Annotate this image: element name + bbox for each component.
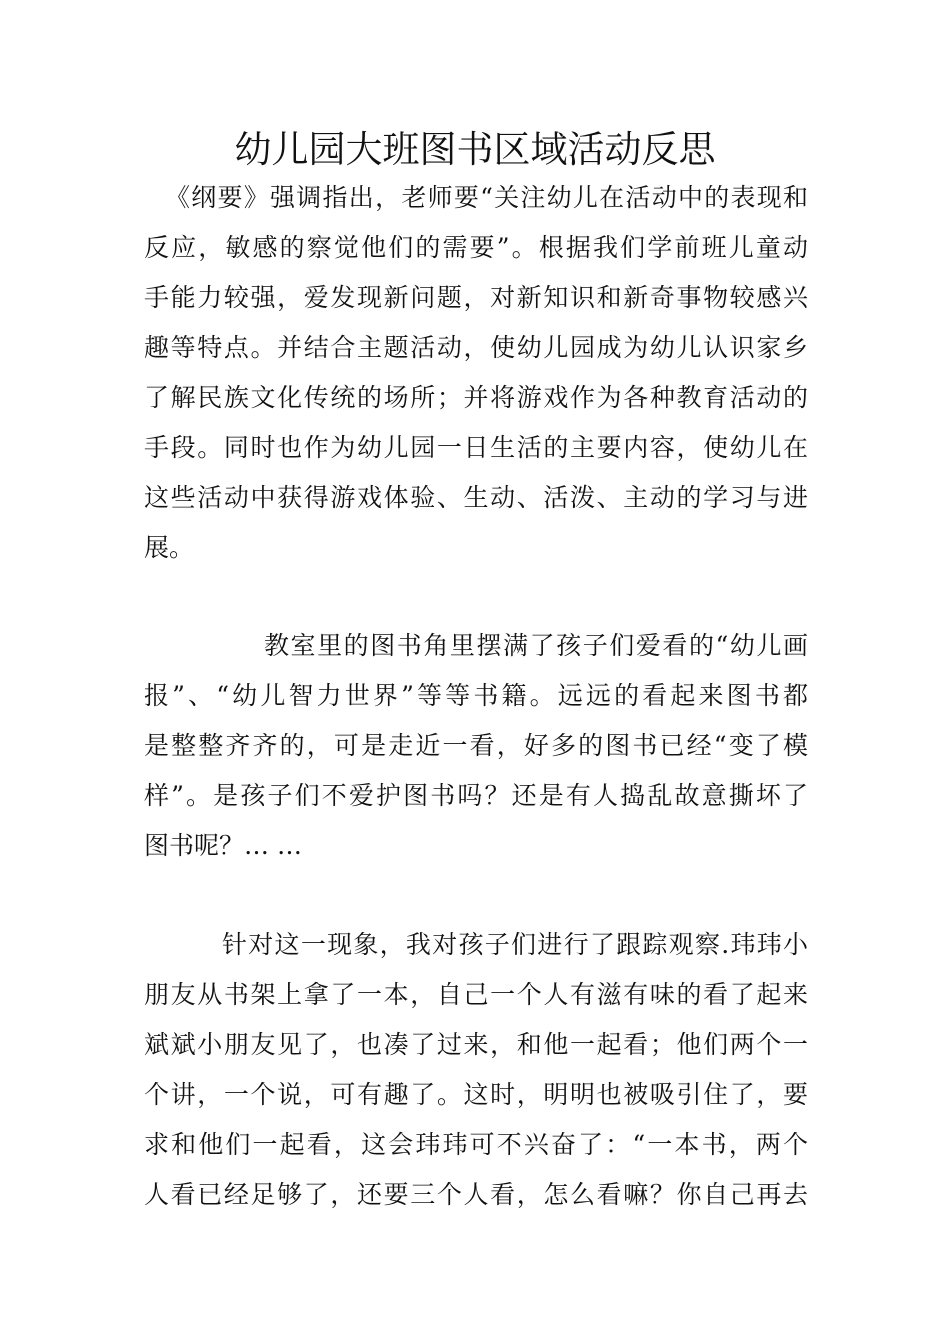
paragraph-line: 这些活动中获得游戏体验、生动、活泼、主动的学习与进 — [144, 483, 808, 512]
paragraph-line: 教室里的图书角里摆满了孩子们爱看的“幼儿画 — [264, 631, 808, 660]
paragraph-line: 图书呢？… … — [144, 831, 302, 860]
paragraph-line: 斌斌小朋友见了，也凑了过来，和他一起看；他们两个一 — [144, 1030, 808, 1059]
paragraph-line: 样”。是孩子们不爱护图书吗？还是有人捣乱故意撕坏了 — [144, 781, 808, 810]
paragraph-line: 了解民族文化传统的场所；并将游戏作为各种教育活动的 — [144, 383, 808, 412]
paragraph-line: 展。 — [144, 533, 195, 562]
paragraph-line: 趣等特点。并结合主题活动，使幼儿园成为幼儿认识家乡 — [144, 333, 808, 362]
paragraph-line: 反应，敏感的察觉他们的需要”。根据我们学前班儿童动 — [144, 233, 808, 262]
paragraph-line: 人看已经足够了，还要三个人看，怎么看嘛？你自己再去 — [144, 1180, 808, 1209]
paragraph-line: 针对这一现象，我对孩子们进行了跟踪观察.玮玮小 — [222, 930, 808, 959]
paragraph-line: 求和他们一起看，这会玮玮可不兴奋了：“一本书，两个 — [144, 1130, 808, 1159]
document-title: 幼儿园大班图书区域活动反思 — [234, 128, 716, 171]
paragraph-3 — [144, 920, 808, 1220]
paragraph-line: 报”、“幼儿智力世界”等等书籍。远远的看起来图书都 — [144, 681, 808, 710]
paragraph-line: 手能力较强，爱发现新问题，对新知识和新奇事物较感兴 — [144, 283, 808, 312]
paragraph-1 — [144, 173, 808, 573]
paragraph-line: 手段。同时也作为幼儿园一日生活的主要内容，使幼儿在 — [144, 433, 808, 462]
paragraph-line: 朋友从书架上拿了一本，自己一个人有滋有味的看了起来 — [144, 980, 808, 1009]
paragraph-line: 个讲，一个说，可有趣了。这时，明明也被吸引住了，要 — [144, 1080, 808, 1109]
paragraph-2 — [144, 621, 808, 871]
paragraph-line: 是整整齐齐的，可是走近一看，好多的图书已经“变了模 — [144, 731, 808, 760]
paragraph-line: 《纲要》强调指出，老师要“关注幼儿在活动中的表现和 — [165, 183, 808, 212]
